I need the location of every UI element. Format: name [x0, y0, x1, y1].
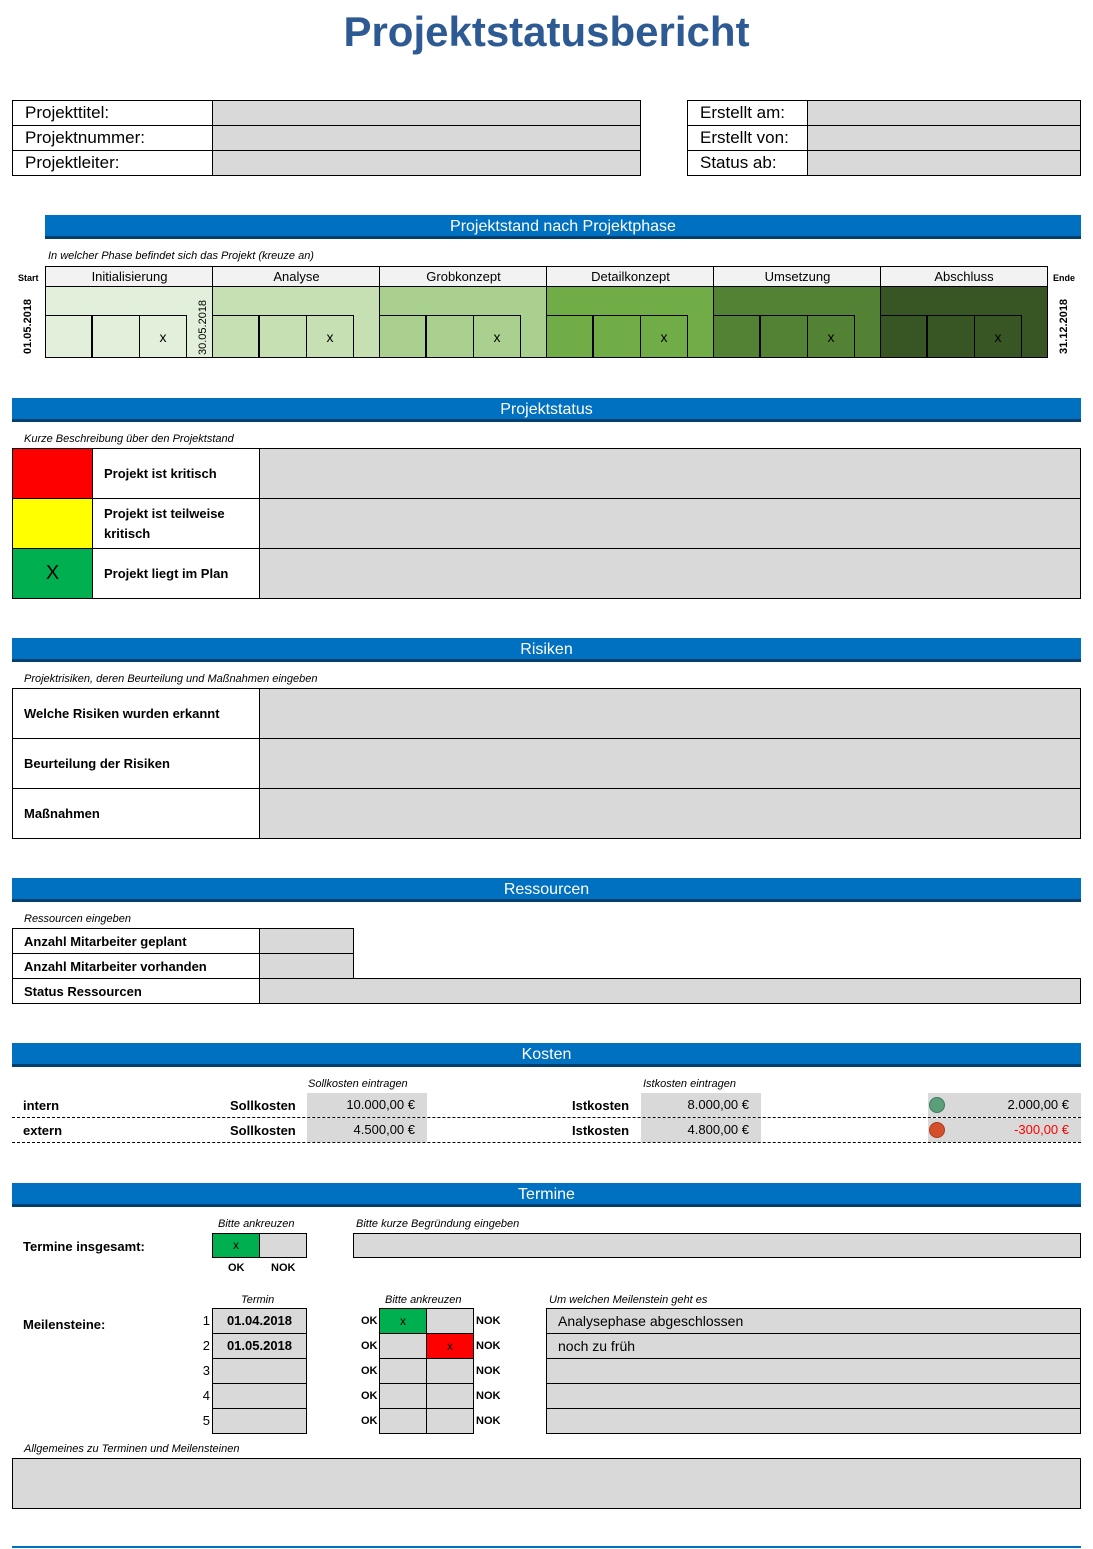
milestone-nok-checkbox[interactable] [426, 1308, 474, 1334]
soll-value[interactable]: 10.000,00 € [307, 1093, 427, 1117]
status-yellow-swatch[interactable] [13, 499, 93, 549]
phase-cell[interactable] [92, 315, 140, 358]
ok-label: OK [361, 1365, 378, 1377]
status-as-of-input[interactable] [808, 151, 1081, 176]
project-number-input[interactable] [213, 126, 641, 151]
risks-measures-input[interactable] [260, 789, 1081, 839]
milestone-ok-checkbox[interactable] [379, 1358, 427, 1384]
end-date: 31.12.2018 [1058, 298, 1070, 354]
mid-date: 30.05.2018 [197, 299, 209, 355]
resources-planned-label: Anzahl Mitarbeiter geplant [13, 929, 260, 954]
milestone-date[interactable] [212, 1408, 307, 1434]
nok-label: NOK [476, 1340, 501, 1352]
milestones-label: Meilensteine: [23, 1317, 106, 1332]
milestone-date[interactable]: 01.05.2018 [212, 1333, 307, 1359]
project-number-label: Projektnummer: [13, 126, 213, 151]
soll-label: Sollkosten [230, 1098, 296, 1113]
created-on-input[interactable] [808, 101, 1081, 126]
cost-name: extern [23, 1123, 63, 1138]
page-title: Projektstatusbericht [343, 8, 750, 55]
project-lead-label: Projektleiter: [13, 151, 213, 176]
status-hint: Kurze Beschreibung über den Projektstand [24, 433, 234, 445]
status-as-of-label: Status ab: [688, 151, 808, 176]
phase-mark[interactable]: x [807, 315, 855, 358]
phase-mark[interactable]: x [306, 315, 354, 358]
phase-analyse [212, 287, 380, 358]
overall-ok-checkbox[interactable]: x [212, 1233, 260, 1258]
nok-label: NOK [476, 1415, 501, 1427]
resources-status-label: Status Ressourcen [13, 979, 260, 1004]
milestone-number: 1 [202, 1313, 210, 1328]
nok-label: NOK [476, 1365, 501, 1377]
cost-alert-indicator-icon [929, 1122, 945, 1138]
phase-mark[interactable]: x [473, 315, 521, 358]
report-info-table [687, 100, 1081, 176]
resources-planned-input[interactable] [260, 929, 354, 954]
milestone-number: 5 [202, 1413, 210, 1428]
dates-band: Termine [12, 1183, 1081, 1207]
phase-label-initialisierung: Initialisierung [45, 266, 213, 287]
end-label: Ende [1053, 273, 1076, 283]
nok-label: NOK [476, 1315, 501, 1327]
ist-value[interactable]: 4.800,00 € [641, 1118, 761, 1142]
created-on-label: Erstellt am: [688, 101, 808, 126]
phase-cell[interactable] [379, 315, 426, 358]
phase-cell[interactable] [880, 315, 927, 358]
nok-label: NOK [271, 1262, 296, 1274]
phase-label-detailkonzept: Detailkonzept [546, 266, 714, 287]
costs-band: Kosten [12, 1043, 1081, 1067]
phase-cell[interactable] [713, 315, 760, 358]
phases-hint: In welcher Phase befindet sich das Projekt (kreuze an) [48, 250, 314, 262]
milestone-hint: Um welchen Meilenstein geht es [549, 1294, 708, 1306]
phase-cell[interactable] [593, 315, 641, 358]
cost-name: intern [23, 1098, 60, 1113]
status-partial-label: Projekt ist teilweise kritisch [93, 499, 260, 549]
ist-label: Istkosten [572, 1098, 630, 1113]
general-hint: Allgemeines zu Terminen und Meilensteinen [24, 1443, 240, 1455]
project-title-label: Projekttitel: [13, 101, 213, 126]
reason-hint: Bitte kurze Begründung eingeben [356, 1218, 520, 1230]
phase-cell[interactable] [259, 315, 307, 358]
overall-dates-label: Termine insgesamt: [23, 1239, 145, 1254]
milestone-nok-checkbox[interactable] [426, 1408, 474, 1434]
nok-label: NOK [476, 1390, 501, 1402]
ok-label: OK [361, 1415, 378, 1427]
risks-measures-label: Maßnahmen [13, 789, 260, 839]
termin-hint: Termin [241, 1294, 275, 1306]
resources-available-input[interactable] [260, 954, 354, 979]
ist-label: Istkosten [572, 1123, 630, 1138]
milestone-ok-checkbox[interactable] [379, 1383, 427, 1409]
resources-hint: Ressourcen eingeben [24, 913, 132, 925]
start-label: Start [18, 273, 39, 283]
status-table [12, 448, 1081, 599]
general-notes-input[interactable] [12, 1458, 1081, 1509]
cost-diff: -300,00 € [928, 1118, 1081, 1142]
ist-hint: Istkosten eintragen [643, 1078, 736, 1090]
milestone-nok-checkbox[interactable] [426, 1358, 474, 1384]
created-by-label: Erstellt von: [688, 126, 808, 151]
milestone-number: 4 [202, 1388, 210, 1403]
phase-label-analyse: Analyse [212, 266, 380, 287]
phase-label-abschluss: Abschluss [880, 266, 1048, 287]
resources-available-label: Anzahl Mitarbeiter vorhanden [13, 954, 260, 979]
cost-row-intern [12, 1093, 1081, 1118]
milestone-nok-checkbox[interactable] [426, 1383, 474, 1409]
overall-nok-checkbox[interactable] [259, 1233, 307, 1258]
cost-row-extern [12, 1118, 1081, 1143]
milestone-desc-input[interactable]: Analysephase abgeschlossen [546, 1308, 1081, 1334]
status-critical-input[interactable] [260, 449, 1081, 499]
milestone-date[interactable] [212, 1358, 307, 1384]
risks-table [12, 688, 1081, 839]
risks-band: Risiken [12, 638, 1081, 662]
status-partial-input[interactable] [260, 499, 1081, 549]
phase-cell[interactable] [426, 315, 474, 358]
milestone-date[interactable]: 01.04.2018 [212, 1308, 307, 1334]
risks-hint: Projektrisiken, deren Beurteilung und Maßnahmen eingeben [24, 673, 318, 685]
soll-hint: Sollkosten eintragen [308, 1078, 408, 1090]
milestone-ok-checkbox[interactable]: x [379, 1308, 427, 1334]
cost-ok-indicator-icon [929, 1097, 945, 1113]
created-by-input[interactable] [808, 126, 1081, 151]
phase-cell[interactable] [546, 315, 593, 358]
risks-assessment-input[interactable] [260, 739, 1081, 789]
milestones-table [0, 1308, 1093, 1433]
project-title-input[interactable] [213, 101, 641, 126]
ok-label: OK [228, 1262, 245, 1274]
ok-label: OK [361, 1390, 378, 1402]
risks-identified-input[interactable] [260, 689, 1081, 739]
phase-cell[interactable] [45, 315, 92, 358]
soll-value[interactable]: 4.500,00 € [307, 1118, 427, 1142]
status-critical-label: Projekt ist kritisch [93, 449, 260, 499]
start-date: 01.05.2018 [22, 298, 34, 354]
phase-detailkonzept [546, 287, 714, 358]
milestone-ok-checkbox[interactable] [379, 1408, 427, 1434]
risks-assessment-label: Beurteilung der Risiken [13, 739, 260, 789]
phase-mark[interactable]: x [974, 315, 1022, 358]
phase-abschluss [880, 287, 1048, 358]
milestone-desc-input[interactable] [546, 1358, 1081, 1384]
milestone-nok-checkbox[interactable]: x [426, 1333, 474, 1359]
phase-grid [45, 266, 1048, 358]
project-info-table [12, 100, 641, 176]
phase-mark[interactable]: x [640, 315, 688, 358]
phase-cell[interactable] [927, 315, 975, 358]
cost-diff: 2.000,00 € [928, 1093, 1081, 1117]
phases-band: Projektstand nach Projektphase [45, 215, 1081, 239]
status-on-plan-input[interactable] [260, 549, 1081, 599]
risks-identified-label: Welche Risiken wurden erkannt [13, 689, 260, 739]
resources-status-table [12, 978, 1081, 1004]
phase-initialisierung [45, 287, 213, 358]
resources-band: Ressourcen [12, 878, 1081, 902]
milestone-number: 3 [202, 1363, 210, 1378]
phase-label-umsetzung: Umsetzung [713, 266, 881, 287]
resources-status-input[interactable] [260, 979, 1081, 1004]
phase-umsetzung [713, 287, 881, 358]
status-green-swatch[interactable]: X [13, 549, 93, 599]
overall-reason-input[interactable] [353, 1233, 1081, 1258]
milestone-desc-input[interactable] [546, 1383, 1081, 1409]
milestone-desc-input[interactable]: noch zu früh [546, 1333, 1081, 1359]
phase-label-grobkonzept: Grobkonzept [379, 266, 547, 287]
tick-hint: Bitte ankreuzen [218, 1218, 295, 1230]
milestone-ok-checkbox[interactable] [379, 1333, 427, 1359]
phase-mark[interactable]: x [139, 315, 187, 358]
phase-cell[interactable] [760, 315, 808, 358]
project-lead-input[interactable] [213, 151, 641, 176]
milestone-number: 2 [202, 1338, 210, 1353]
resources-planned-block [12, 928, 354, 978]
soll-label: Sollkosten [230, 1123, 296, 1138]
phase-grobkonzept [379, 287, 547, 358]
ist-value[interactable]: 8.000,00 € [641, 1093, 761, 1117]
milestone-desc-input[interactable] [546, 1408, 1081, 1434]
footer-divider [12, 1546, 1081, 1548]
milestone-tick-hint: Bitte ankreuzen [385, 1294, 462, 1306]
status-band: Projektstatus [12, 398, 1081, 422]
status-red-swatch[interactable] [13, 449, 93, 499]
milestone-date[interactable] [212, 1383, 307, 1409]
status-on-plan-label: Projekt liegt im Plan [93, 549, 260, 599]
ok-label: OK [361, 1315, 378, 1327]
ok-label: OK [361, 1340, 378, 1352]
phase-cell[interactable] [212, 315, 259, 358]
